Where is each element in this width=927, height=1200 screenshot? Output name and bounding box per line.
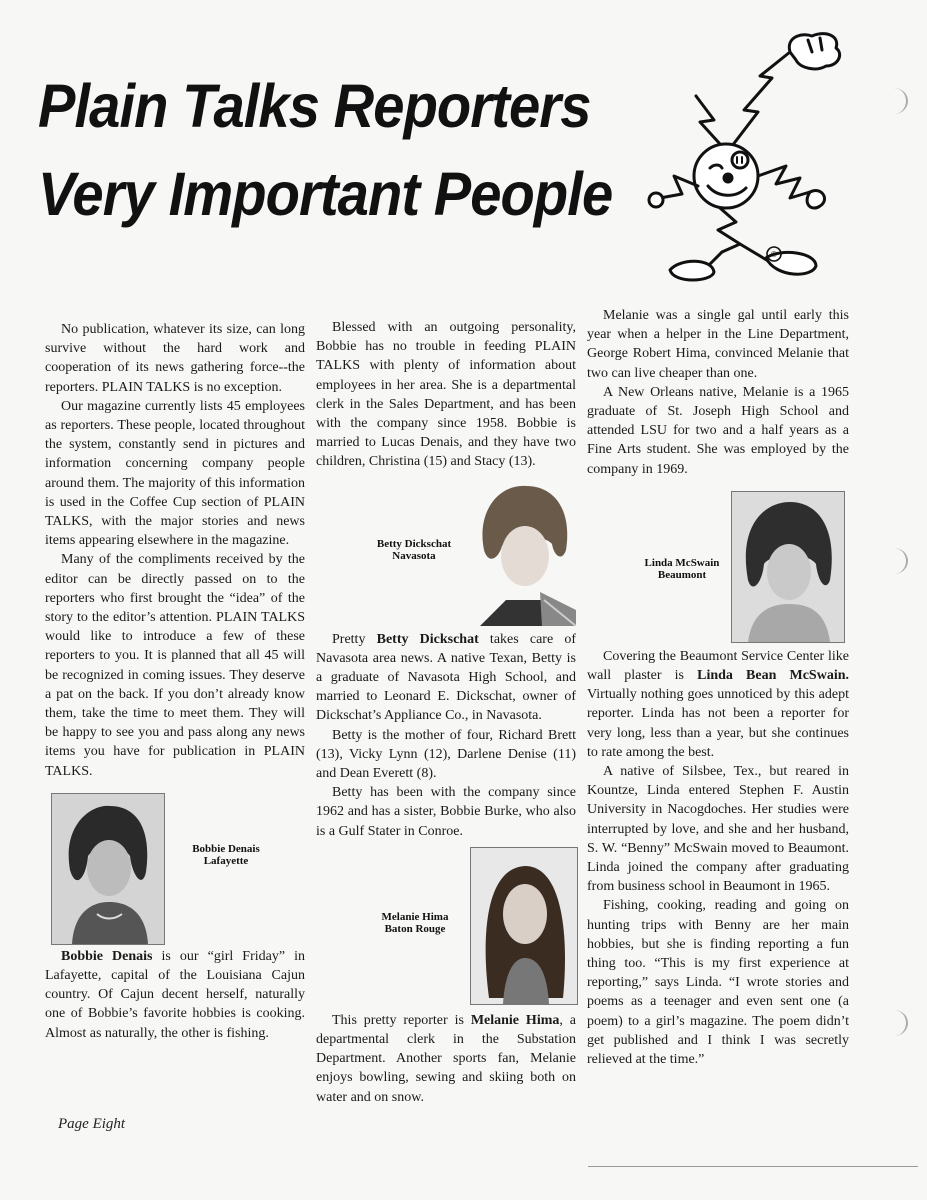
col3-paragraph-4: A native of Silsbee, Tex., but reared in Kountze, Linda entered Stephen F. Austin University in Nacogdoches. Her studies were interrupted by love, and she and her husband, S. W. “Benny” McSwain moved to Beaumont. Linda joined the company after graduating from business school in Beaumont in 1965. [587,764,849,895]
col2-paragraph-4: Betty has been with the company since 1962 and has a sister, Bobbie Burke, who also is a Gulf Stater in Conroe. [316,785,576,839]
binder-hole-top [880,88,908,114]
linda-mcswain-photo [731,491,845,643]
betty-dickschat-caption-name: Betty Dickschat [376,537,452,550]
bobbie-denais-name: Bobbie Denais [61,948,153,964]
linda-mcswain-photo-block [587,491,849,647]
bottom-rule [588,1166,918,1167]
melanie-hima-name: Melanie Hima [470,1012,560,1028]
melanie-hima-caption-name: Melanie Hima [381,910,449,923]
col3-paragraph-2: A New Orleans native, Melanie is a 1965 graduate of St. Joseph High School and attended LSU for two and a half years as a Fine Arts student. She was employed by the company in 1969. [587,384,849,477]
headline-line-1: Plain Talks Reporters [38,72,591,140]
bobbie-denais-caption-name: Bobbie Denais [192,842,260,855]
col2-paragraph-1: Blessed with an outgoing personality, Bobbie has no trouble in feeding PLAIN TALKS with plenty of information about employees in her area. She is a departmental clerk in the Sales Department, and has been with the company since 1958. Bobbie is married to Lucas Denais, and they have two children, Christina (15) and Stacy (13). [316,320,576,470]
registered-mark: ® [771,250,777,259]
col1-paragraph-4-text: is our “girl Friday” in Lafayette, capital of the Louisiana Cajun country. Of Cajun decent herself, naturally one of Bobbie’s favorite hobbies is cooking. Almost as naturally, the other is fishing. [45,948,305,1041]
linda-mcswain-caption-place: Beaumont [657,568,707,581]
bobbie-denais-photo-block [45,793,305,947]
col1-paragraph-1: No publication, whatever its size, can long survive without the hard work and cooperation of its news gathering force--the reporters. PLAIN TALKS is no exception. [45,322,305,395]
column-2 [316,318,576,1107]
col2-paragraph-2: Pretty Betty Dickschat takes care of Navasota area news. A native Texan, Betty is a graduate of Navasota High School, and married to Leonard E. Dickschat, owner of Dickschat’s Appliance Co., in Navasota. [316,631,576,724]
betty-dickschat-name: Betty Dickschat [376,631,479,647]
linda-mcswain-name: Linda Bean McSwain. [697,668,850,684]
col2-paragraph-5: This pretty reporter is Melanie Hima, a departmental clerk in the Substation Department. Another sports fan, Melanie enjoys bowling, sewing and skiing both on water and on snow. [316,1012,576,1105]
column-3 [587,306,849,1069]
betty-dickschat-photo [470,480,576,626]
betty-dickschat-caption-place: Navasota [392,549,436,562]
bobbie-denais-photo [51,793,165,945]
col3-paragraph-5: Fishing, cooking, reading and going on hunting trips with Benny are her main hobbies, but she is finding reporting a fun thing too. “This is my first experience at reporting,” says Linda. “I wrote stories and poems as a teenager and even sent one (a poem) to a girl’s magazine. The poem didn’t get published and I think I was secretly relieved at the time.” [587,898,849,1068]
col2-paragraph-3: Betty is the mother of four, Richard Brett (13), Vicky Lynn (12), Darlene Denise (11) and Dean Everett (8). [316,727,576,782]
melanie-hima-caption-place: Baton Rouge [384,922,446,935]
binder-hole-bottom [880,1010,908,1036]
page-folio: Page Eight [58,1116,126,1132]
col3-paragraph-3: Covering the Beaumont Service Center like wall plaster is Linda Bean McSwain. Virtually nothing goes unnoticed by this adept reporter. Linda has not been a reporter for very long, less than a year, but she continues to rate among the best. [587,648,850,760]
linda-mcswain-caption-name: Linda McSwain [644,556,720,569]
col1-paragraph-4 [45,947,305,1043]
betty-dickschat-photo-block [316,480,576,630]
col1-paragraph-2: Our magazine currently lists 45 employees as reporters. These people, located throughout the system, constantly send in pictures and information concerning company people around them. The majority of this information is used in the Coffee Cup section of PLAIN TALKS, with the major stories and news items appearing elsewhere in the magazine. [45,398,305,549]
bobbie-denais-caption-place: Lafayette [203,854,249,867]
binder-hole-middle [880,548,908,574]
column-1 [45,320,305,1043]
melanie-hima-photo [470,847,578,1005]
melanie-hima-photo-block [316,847,576,1011]
headline-line-2: Very Important People [38,160,613,228]
reddy-kilowatt-mascot-icon [640,26,872,288]
col1-paragraph-3: Many of the compliments received by the editor can be directly passed on to the reporters who first brought the “idea” of the story to the editor’s attention. PLAIN TALKS would like to introduce a few of these reporters to you. It is planned that all 45 will be recognized in coming issues. They deserve a pat on the back. If you don’t already know them, take the time to meet them. They will be happy to see you and pass along any news items you have for publication in PLAIN TALKS. [45,552,305,779]
col3-paragraph-1: Melanie was a single gal until early this year when a helper in the Line Department, George Robert Hima, convinced Melanie that two can live cheaper than one. [587,308,849,381]
